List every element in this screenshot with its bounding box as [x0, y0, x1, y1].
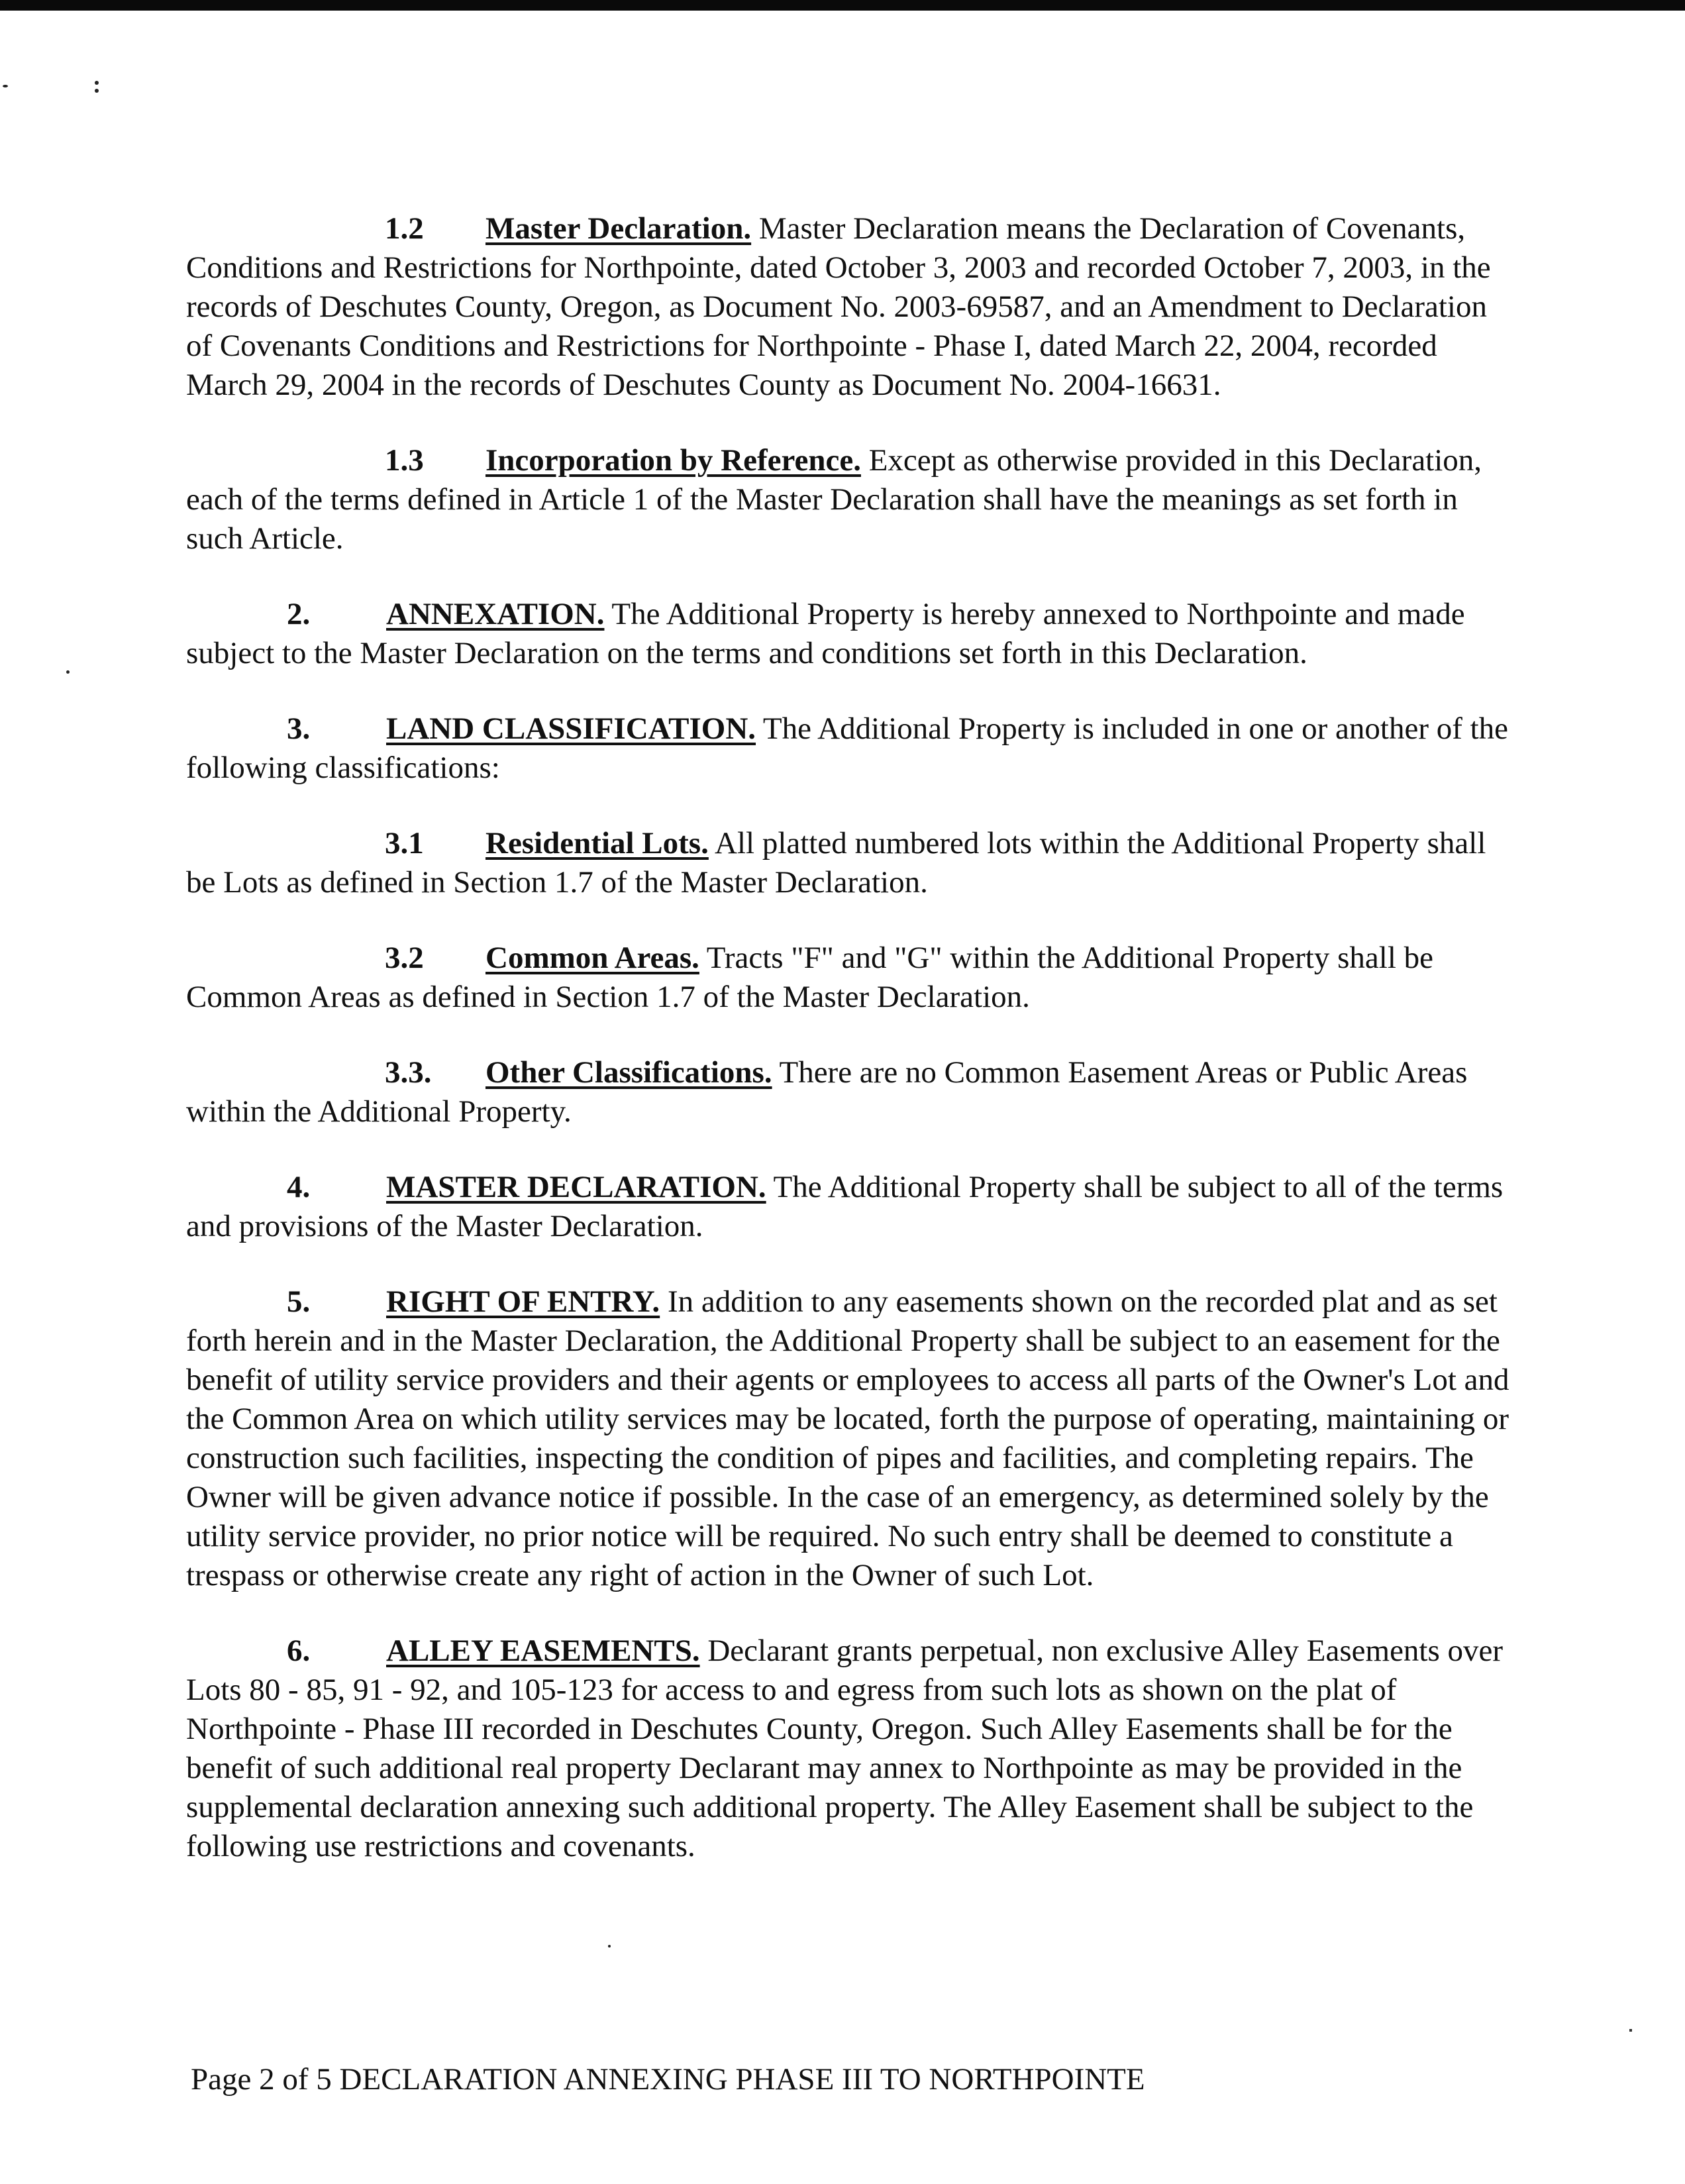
section-heading: ANNEXATION. — [386, 597, 605, 631]
section-3-3 — [186, 1053, 1511, 1131]
section-text: All platted numbered lots within the Additional Property shall be Lots as defined in Section 1.7 of the Master Declaration. — [186, 826, 1486, 900]
scan-speck — [95, 89, 99, 93]
section-number: 3.2 — [385, 941, 424, 975]
section-number: 5. — [287, 1284, 311, 1319]
section-heading: Residential Lots. — [485, 826, 709, 860]
section-heading: Common Areas. — [485, 941, 699, 975]
scan-top-border — [0, 0, 1685, 11]
section-text: There are no Common Easement Areas or Public Areas within the Additional Property. — [186, 1055, 1468, 1129]
section-number: 6. — [287, 1634, 311, 1668]
section-3 — [186, 709, 1511, 788]
section-number: 3.1 — [385, 826, 424, 860]
section-text: In addition to any easements shown on the recorded plat and as set forth herein and in the Master Declaration, the Additional Property shall be subject to an easement for the benefit of utility service providers and their agents or employees to access all parts of the Owner's Lot and the Common Area on which utility services may be located, forth the purpose of operating, maintaining or construction such facilities, inspecting the condition of pipes and facilities, and completing repairs. The Owner will be given advance notice if possible. In the case of an emergency, as determined solely by the utility service provider, no prior notice will be required. No such entry shall be deemed to constitute a trespass or otherwise create any right of action in the Owner of such Lot. — [186, 1284, 1509, 1592]
scan-mark — [1629, 2029, 1632, 2032]
section-text: Master Declaration means the Declaration of Covenants, Conditions and Restrictions for Northpointe, dated October 3, 2003 and recorded October 7, 2003, in the records of Deschutes County, Oregon, as Document No. 2003-69587, and an Amendment to Declaration of Covenants Conditions and Restrictions for Northpointe - Phase I, dated March 22, 2004, recorded March 29, 2004 in the records of Deschutes County as Document No. 2004-16631. — [186, 211, 1491, 402]
section-text: The Additional Property is hereby annexed to Northpointe and made subject to the Master Declaration on the terms and conditions set forth in this Declaration. — [186, 597, 1465, 670]
section-heading: Other Classifications. — [485, 1055, 772, 1090]
section-number: 3. — [287, 711, 311, 746]
section-3-2 — [186, 939, 1511, 1017]
section-heading: Master Declaration. — [485, 211, 752, 246]
section-number: 2. — [287, 597, 311, 631]
section-text: The Additional Property is included in one or another of the following classifications: — [186, 711, 1509, 785]
section-3-1 — [186, 824, 1511, 902]
scan-speck — [3, 85, 8, 87]
document-body — [186, 209, 1511, 1902]
section-1-3 — [186, 441, 1511, 558]
section-heading: ALLEY EASEMENTS. — [386, 1634, 700, 1668]
section-text: Except as otherwise provided in this Declaration, each of the terms defined in Article 1 of the Master Declaration shall have the meanings as set forth in such Article. — [186, 443, 1482, 556]
section-heading: RIGHT OF ENTRY. — [386, 1284, 660, 1319]
section-1-2 — [186, 209, 1511, 405]
section-4 — [186, 1168, 1511, 1246]
page-footer: Page 2 of 5 DECLARATION ANNEXING PHASE III TO NORTHPOINTE — [191, 2062, 1145, 2097]
scan-speck — [95, 81, 99, 85]
section-text: The Additional Property shall be subject to all of the terms and provisions of the Master Declaration. — [186, 1170, 1504, 1243]
section-5 — [186, 1282, 1511, 1595]
section-heading: LAND CLASSIFICATION. — [386, 711, 756, 746]
section-text: Declarant grants perpetual, non exclusive Alley Easements over Lots 80 - 85, 91 - 92, and 105-123 for access to and egress from such lots as shown on the plat of Northpointe - Phase III recorded in Deschutes County, Oregon. Such Alley Easements shall be for the benefit of such additional real property Declarant may annex to Northpointe as may be provided in the supplemental declaration annexing such additional property. The Alley Easement shall be subject to the following use restrictions and covenants. — [186, 1634, 1504, 1863]
section-number: 3.3. — [385, 1055, 432, 1090]
section-number: 1.3 — [385, 443, 424, 478]
section-2 — [186, 595, 1511, 673]
section-heading: Incorporation by Reference. — [485, 443, 861, 478]
scan-speck — [66, 670, 70, 674]
section-number: 1.2 — [385, 211, 424, 246]
section-text: Tracts "F" and "G" within the Additional Property shall be Common Areas as defined in Section 1.7 of the Master Declaration. — [186, 941, 1433, 1014]
section-heading: MASTER DECLARATION. — [386, 1170, 766, 1204]
section-number: 4. — [287, 1170, 311, 1204]
section-6 — [186, 1632, 1511, 1866]
scan-speck — [608, 1945, 611, 1948]
